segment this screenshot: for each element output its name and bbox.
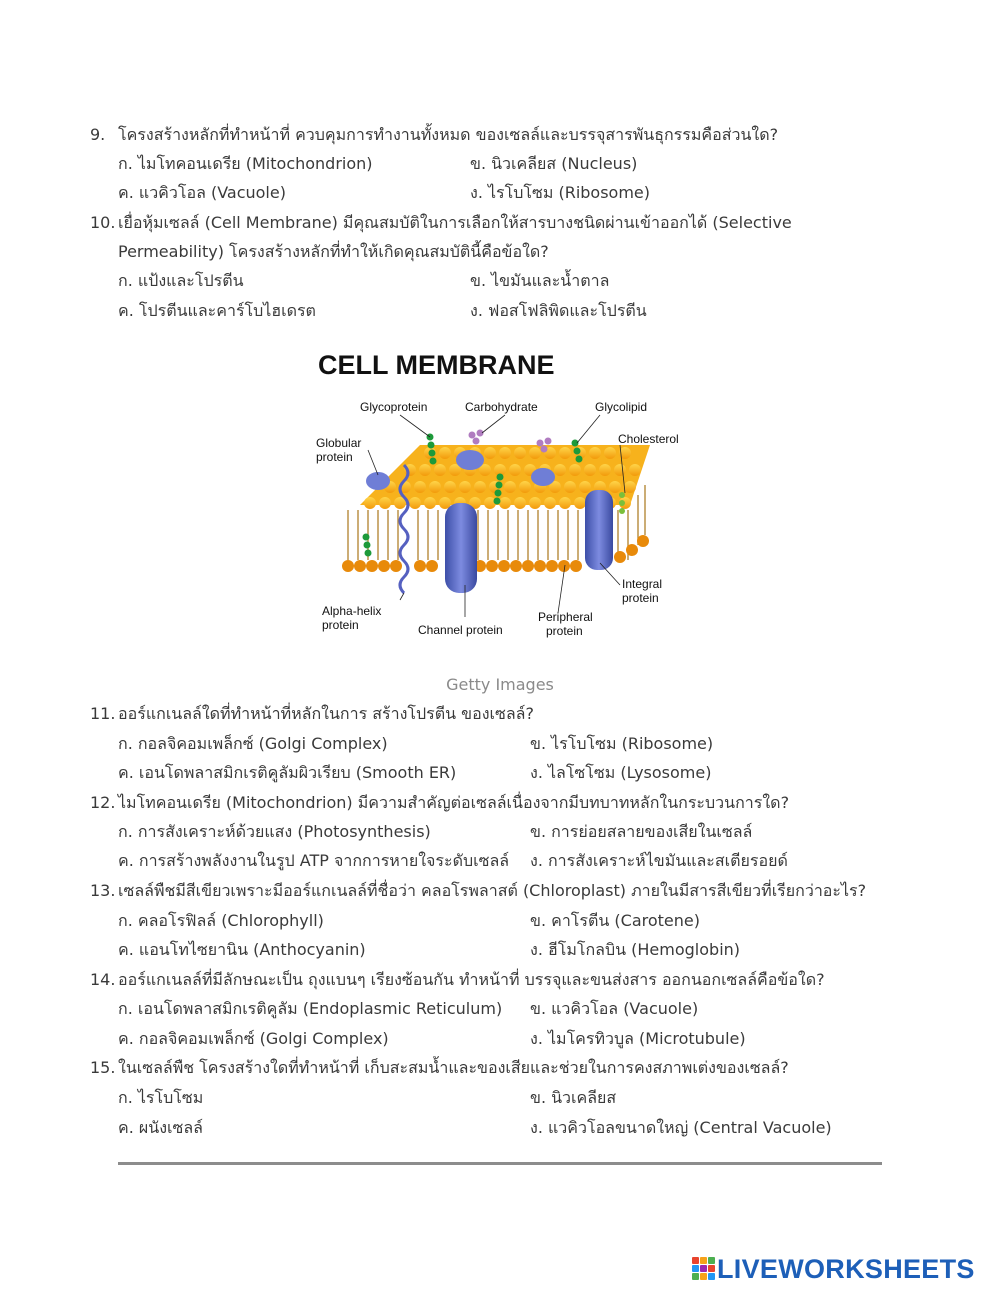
- q12-option-b[interactable]: ข. การย่อยสลายของเสียในเซลล์: [530, 822, 753, 841]
- q12-option-c[interactable]: ค. การสร้างพลังงานในรูป ATP จากการหายใจระดับเซลล์: [118, 851, 510, 870]
- q10-option-a[interactable]: ก. แป้งและโปรตีน: [118, 271, 244, 290]
- question-12-text: ไมโทคอนเดรีย (Mitochondrion) มีความสำคัญต่อเซลล์เนื่องจากมีบทบาทหลักในกระบวนการใด?: [118, 793, 790, 812]
- q14-option-b[interactable]: ข. แวคิวโอล (Vacuole): [530, 999, 699, 1018]
- q11-option-b[interactable]: ข. ไรโบโซม (Ribosome): [530, 734, 714, 753]
- q13-option-c[interactable]: ค. แอนโทไซยานิน (Anthocyanin): [118, 940, 366, 959]
- q15-option-a[interactable]: ก. ไรโบโซม: [118, 1088, 204, 1107]
- label-glycolipid: Glycolipid: [595, 400, 648, 414]
- peripheral-protein-top: [531, 468, 555, 486]
- diagram-title: CELL MEMBRANE: [318, 350, 555, 380]
- question-number: 12.: [90, 793, 116, 812]
- q12-option-d[interactable]: ง. การสังเคราะห์ไขมันและสเตียรอยด์: [530, 851, 788, 870]
- q11-option-c[interactable]: ค. เอนโดพลาสมิกเรติคูลัมผิวเรียบ (Smooth ER): [118, 763, 457, 782]
- question-10-text-line2: Permeability) โครงสร้างหลักที่ทำให้เกิดคุณสมบัตินี้คือข้อใด?: [118, 242, 549, 261]
- q13-option-d[interactable]: ง. ฮีโมโกลบิน (Hemoglobin): [530, 940, 741, 959]
- q9-option-c[interactable]: ค. แวคิวโอล (Vacuole): [118, 183, 286, 202]
- q13-option-a[interactable]: ก. คลอโรฟิลล์ (Chlorophyll): [118, 911, 324, 930]
- liveworksheets-grid-icon: [692, 1257, 714, 1281]
- label-glycoprotein: Glycoprotein: [360, 400, 428, 414]
- question-number: 13.: [90, 881, 116, 900]
- label-alpha-helix-line1: Alpha-helix: [322, 604, 382, 618]
- label-carbohydrate: Carbohydrate: [465, 400, 538, 414]
- q12-option-a[interactable]: ก. การสังเคราะห์ด้วยแสง (Photosynthesis): [118, 822, 431, 841]
- question-11-text: ออร์แกเนลล์ใดที่ทำหน้าที่หลักในการ สร้างโปรตีน ของเซลล์?: [118, 704, 534, 723]
- q13-option-b[interactable]: ข. คาโรตีน (Carotene): [530, 911, 700, 930]
- q14-option-a[interactable]: ก. เอนโดพลาสมิกเรติคูลัม (Endoplasmic Reticulum): [118, 999, 503, 1018]
- channel-protein-shape: [445, 503, 477, 593]
- q11-option-d[interactable]: ง. ไลโซโซม (Lysosome): [530, 763, 712, 782]
- image-credit: Getty Images: [446, 675, 554, 694]
- question-number: 14.: [90, 970, 116, 989]
- question-9-text: โครงสร้างหลักที่ทำหน้าที่ ควบคุมการทำงานทั้งหมด ของเซลล์และบรรจุสารพันธุกรรมคือส่วนใด?: [118, 125, 779, 144]
- label-integral-protein-line1: Integral: [622, 577, 663, 591]
- section-divider: [118, 1162, 882, 1165]
- q10-option-b[interactable]: ข. ไขมันและน้ำตาล: [470, 271, 610, 290]
- label-globular-protein-line2: protein: [316, 450, 353, 464]
- label-globular-protein-line1: Globular: [316, 436, 362, 450]
- label-integral-protein-line2: protein: [622, 591, 659, 605]
- integral-protein-shape: [585, 490, 613, 570]
- label-peripheral-protein-line1: Peripheral: [538, 610, 593, 624]
- q11-option-a[interactable]: ก. กอลจิคอมเพล็กซ์ (Golgi Complex): [118, 734, 388, 753]
- q9-option-b[interactable]: ข. นิวเคลียส (Nucleus): [470, 154, 638, 173]
- question-number: 11.: [90, 704, 116, 723]
- q15-option-c[interactable]: ค. ผนังเซลล์: [118, 1118, 203, 1137]
- question-13-text: เซลล์พืชมีสีเขียวเพราะมีออร์แกเนลล์ที่ชื่อว่า คลอโรพลาสต์ (Chloroplast) ภายในมีสารสีเขียวที่เรียกว่าอะไร?: [118, 881, 867, 900]
- q10-option-c[interactable]: ค. โปรตีนและคาร์โบไฮเดรต: [118, 301, 316, 320]
- q10-option-d[interactable]: ง. ฟอสโฟลิพิดและโปรตีน: [470, 301, 647, 320]
- logo-text: LIVEWORKSHEETS: [717, 1253, 975, 1284]
- label-alpha-helix-line2: protein: [322, 618, 359, 632]
- q9-option-a[interactable]: ก. ไมโทคอนเดรีย (Mitochondrion): [118, 154, 373, 173]
- question-15-text: ในเซลล์พืช โครงสร้างใดที่ทำหน้าที่ เก็บสะสมน้ำและของเสียและช่วยในการคงสภาพเต่งของเซลล์?: [118, 1058, 789, 1077]
- question-10-text-line1: เยื่อหุ้มเซลล์ (Cell Membrane) มีคุณสมบัติในการเลือกให้สารบางชนิดผ่านเข้าออกได้ (Selective: [118, 213, 792, 232]
- q14-option-d[interactable]: ง. ไมโครทิวบูล (Microtubule): [530, 1029, 746, 1048]
- q15-option-b[interactable]: ข. นิวเคลียส: [530, 1088, 617, 1107]
- label-peripheral-protein-line2: protein: [546, 624, 583, 638]
- label-cholesterol: Cholesterol: [618, 432, 679, 446]
- q9-option-d[interactable]: ง. ไรโบโซม (Ribosome): [470, 183, 651, 202]
- label-channel-protein: Channel protein: [418, 623, 503, 637]
- q15-option-d[interactable]: ง. แวคิวโอลขนาดใหญ่ (Central Vacuole): [530, 1118, 832, 1137]
- q14-option-c[interactable]: ค. กอลจิคอมเพล็กซ์ (Golgi Complex): [118, 1029, 389, 1048]
- cell-membrane-diagram: [300, 345, 700, 645]
- question-number: 10.: [90, 213, 116, 232]
- question-number: 9.: [90, 125, 106, 144]
- glycoprotein-shape: [456, 450, 484, 470]
- question-14-text: ออร์แกเนลล์ที่มีลักษณะเป็น ถุงแบนๆ เรียงซ้อนกัน ทำหน้าที่ บรรจุและขนส่งสาร ออกนอกเซลล์คือข้อใด?: [118, 970, 825, 989]
- liveworksheets-logo[interactable]: [692, 1254, 975, 1284]
- question-number: 15.: [90, 1058, 116, 1077]
